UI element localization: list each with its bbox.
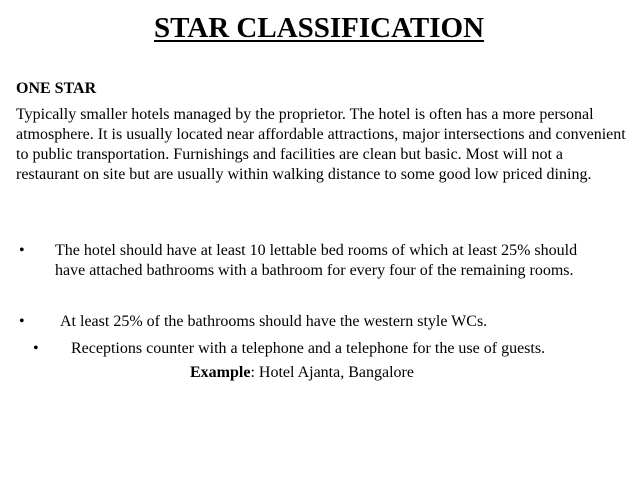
bullet-item xyxy=(0,241,638,303)
example-separator: : xyxy=(250,364,255,381)
example-value: Hotel Ajanta, Bangalore xyxy=(254,364,414,381)
slide-title: STAR CLASSIFICATION xyxy=(153,12,485,44)
bullet-icon: • xyxy=(19,313,25,330)
section-heading: ONE STAR xyxy=(16,80,97,97)
bullet-text: Receptions counter with a telephone and a telephone for the use of guests. xyxy=(71,340,546,357)
bullet-text: The hotel should have at least 10 lettable bed rooms of which at least 25% should have attached bathrooms with a bathroom for every four of the remaining rooms. xyxy=(55,242,578,279)
bullet-icon: • xyxy=(33,340,39,357)
bullet-icon: • xyxy=(19,242,25,259)
bullet-item xyxy=(0,339,638,361)
bullet-text: At least 25% of the bathrooms should have the western style WCs. xyxy=(60,313,488,330)
example-label: Example xyxy=(190,364,251,381)
description-paragraph: Typically smaller hotels managed by the proprietor. The hotel is often has a more personal atmosphere. It is usually located near affordable attractions, major intersections and convenient to public transportation. Furnishings and facilities are clean but basic. Most will not a restaurant on site but are usually within walking distance to some good low priced dining. xyxy=(16,106,626,183)
bullet-item xyxy=(0,312,638,334)
